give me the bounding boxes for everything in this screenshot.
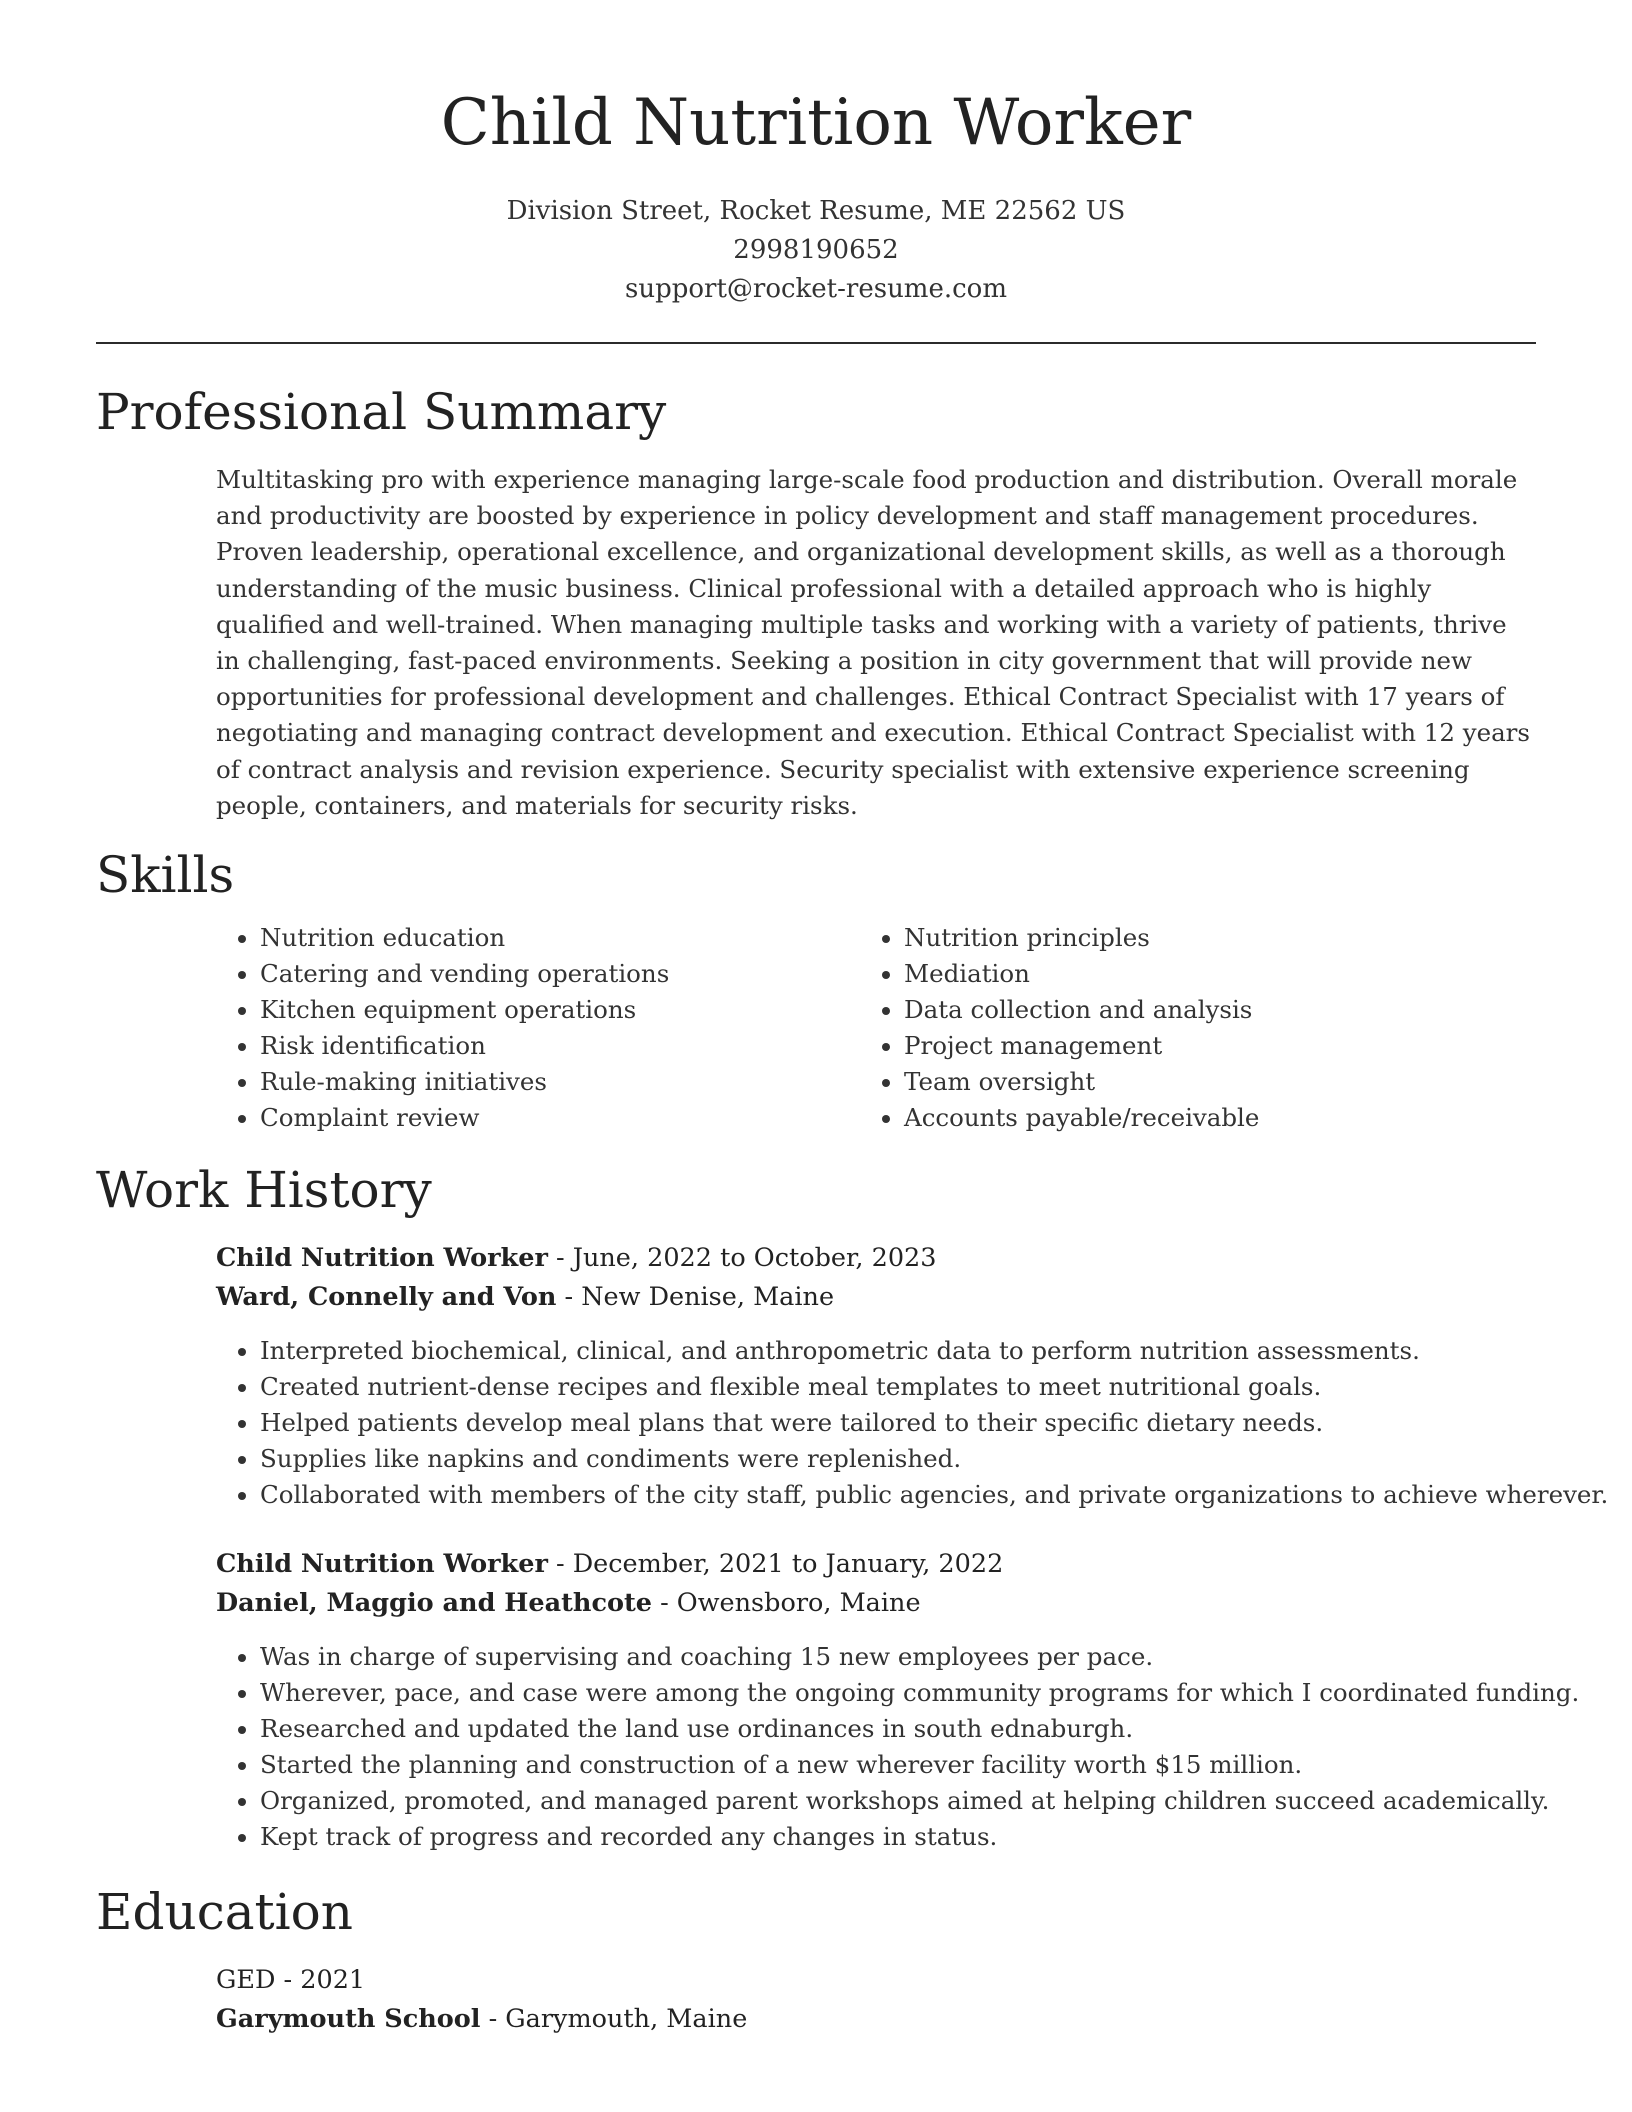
list-item: • Catering and vending operations	[260, 956, 669, 992]
job-location: - New Denise, Maine	[556, 1282, 835, 1312]
education-school-line	[216, 2000, 747, 2038]
list-item: • Created nutrient-dense recipes and flexible meal templates to meet nutritional goals.	[260, 1369, 1608, 1405]
list-item: • Kitchen equipment operations	[260, 992, 669, 1028]
list-item: • Complaint review	[260, 1100, 669, 1136]
list-item: • Project management	[904, 1028, 1259, 1064]
job-dates: - December, 2021 to January, 2022	[547, 1549, 1004, 1579]
list-item: • Supplies like napkins and condiments were replenished.	[260, 1441, 1608, 1477]
list-item: • Mediation	[904, 956, 1259, 992]
list-item: • Helped patients develop meal plans that were tailored to their specific dietary needs.	[260, 1405, 1608, 1441]
skills-list-left	[216, 920, 669, 1136]
list-item: • Data collection and analysis	[904, 992, 1259, 1028]
job-dates: - June, 2022 to October, 2023	[547, 1243, 937, 1273]
list-item: • Was in charge of supervising and coaching 15 new employees per pace.	[260, 1639, 1579, 1675]
list-item: • Nutrition principles	[904, 920, 1259, 956]
list-item: • Nutrition education	[260, 920, 669, 956]
phone: 2998190652	[733, 235, 899, 265]
list-item: • Started the planning and construction of a new wherever facility worth $15 million.	[260, 1747, 1579, 1783]
header-divider	[96, 342, 1536, 344]
address: Division Street, Rocket Resume, ME 22562 US	[506, 196, 1126, 226]
job-2-title-line	[216, 1545, 1003, 1583]
skills-list-right	[860, 920, 1259, 1136]
list-item: • Rule-making initiatives	[260, 1064, 669, 1100]
job-2-company-line	[216, 1584, 921, 1622]
list-item: • Interpreted biochemical, clinical, and anthropometric data to perform nutrition assessments.	[260, 1333, 1608, 1369]
list-item: • Kept track of progress and recorded any changes in status.	[260, 1819, 1579, 1855]
job-company: Daniel, Maggio and Heathcote	[216, 1588, 652, 1618]
contact-info	[96, 192, 1536, 309]
list-item: • Wherever, pace, and case were among the ongoing community programs for which I coordinated funding.	[260, 1675, 1579, 1711]
job-1-company-line	[216, 1278, 834, 1316]
education-school: Garymouth School	[216, 2004, 481, 2034]
list-item: • Collaborated with members of the city staff, public agencies, and private organizations to achieve wherever.	[260, 1477, 1608, 1513]
job-role: Child Nutrition Worker	[216, 1549, 548, 1579]
education-degree-line	[216, 1961, 365, 1999]
education-location: - Garymouth, Maine	[480, 2004, 748, 2034]
education-heading: Education	[96, 1883, 353, 1941]
candidate-name: Child Nutrition Worker	[440, 86, 1192, 160]
list-item: • Researched and updated the land use ordinances in south ednaburgh.	[260, 1711, 1579, 1747]
job-location: - Owensboro, Maine	[651, 1588, 921, 1618]
job-company: Ward, Connelly and Von	[216, 1282, 557, 1312]
list-item: • Team oversight	[904, 1064, 1259, 1100]
skills-heading: Skills	[96, 846, 235, 904]
education-degree: GED	[216, 1965, 276, 1995]
work-history-heading: Work History	[96, 1161, 432, 1219]
education-year: - 2021	[275, 1965, 366, 1995]
summary-heading: Professional Summary	[96, 383, 667, 441]
job-1-title-line	[216, 1239, 937, 1277]
summary-text: Multitasking pro with experience managing large-scale food production and distribution. Overall morale and productivity are boosted by experience in policy development and staff management procedures. Proven leadership, operational excellence, and organizational development skills, as well as a thorough understanding of the music business. Clinical professional with a detailed approach who is highly qualified and well-trained. When managing multiple tasks and working with a variety of patients, thrive in challenging, fast-paced environments. Seeking a position in city government that will provide new opportunities for professional development and challenges. Ethical Contract Specialist with 17 years of negotiating and managing contract development and execution. Ethical Contract Specialist with 12 years of contract analysis and revision experience. Security specialist with extensive experience screening people, containers, and materials for security risks.	[216, 465, 1530, 820]
list-item: • Organized, promoted, and managed parent workshops aimed at helping children succeed academically.	[260, 1783, 1579, 1819]
job-role: Child Nutrition Worker	[216, 1243, 548, 1273]
email: support@rocket-resume.com	[624, 274, 1007, 304]
job-1-bullets	[216, 1333, 1608, 1513]
job-2-bullets	[216, 1639, 1579, 1855]
list-item: • Risk identification	[260, 1028, 669, 1064]
list-item: • Accounts payable/receivable	[904, 1100, 1259, 1136]
